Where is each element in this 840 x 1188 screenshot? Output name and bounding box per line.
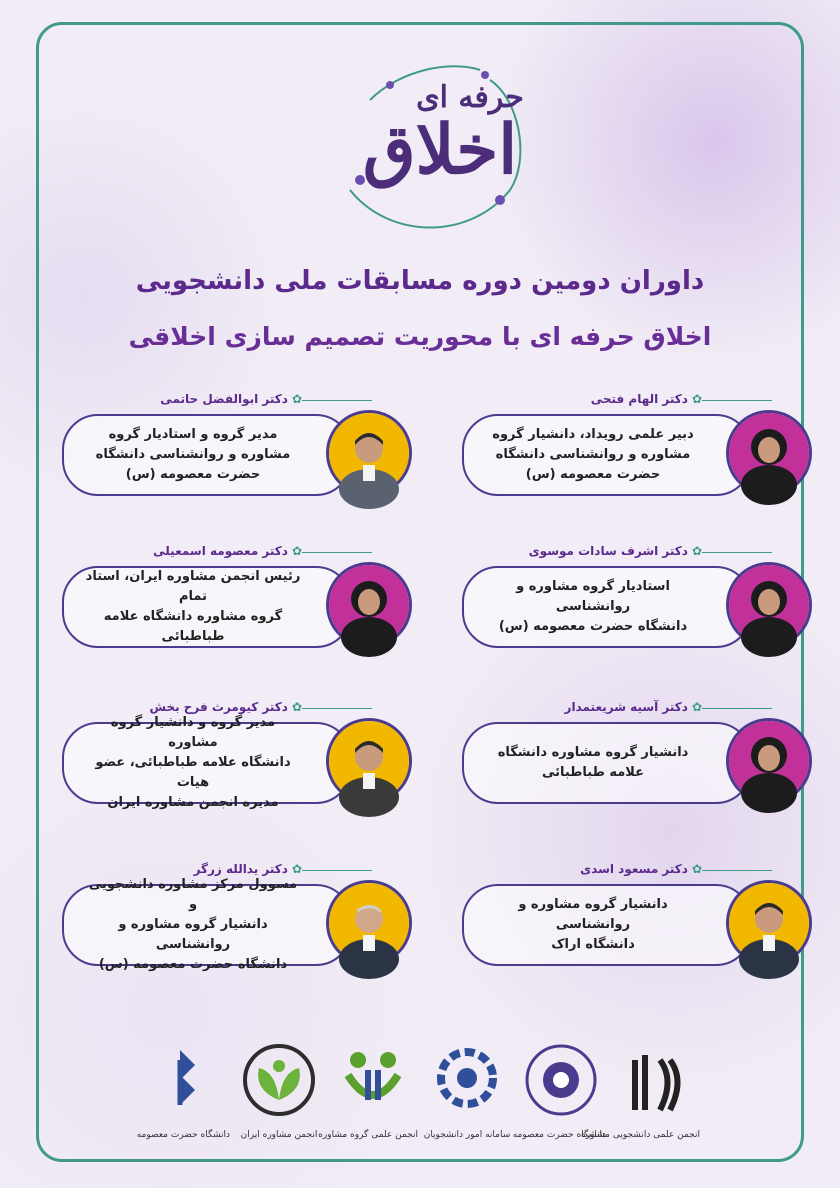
judge-description: دانشیار گروه مشاوره و روانشناسی دانشگاه اراک [462, 884, 752, 966]
judge-name: ✿دکتر الهام فتحی [590, 392, 702, 406]
judge-photo [726, 718, 812, 804]
person-icon [729, 413, 809, 493]
judge-photo [326, 562, 412, 648]
judge-description: مسوول مرکز مشاوره دانشجویی و دانشیار گروه مشاوره و روانشناسی دانشگاه حضرت معصومه (س) [62, 884, 352, 966]
judge-name: ✿دکتر مسعود اسدی [580, 862, 702, 876]
page-title: داوران دومین دوره مسابقات ملی دانشجویی [135, 266, 705, 296]
judge-description: دبیر علمی رویداد، دانشیار گروه مشاوره و روانشناسی دانشگاه حضرت معصومه (س) [462, 414, 752, 496]
judge-name: ✿دکتر کیومرث فرح بخش [149, 700, 302, 714]
judge-name: ✿دکتر اشرف سادات موسوی [528, 544, 702, 558]
page-subtitle: اخلاق حرفه ای با محوریت تصمیم سازی اخلاقی [128, 322, 712, 351]
judge-card [432, 392, 812, 502]
judge-card [432, 544, 812, 654]
association-icon [610, 1040, 700, 1120]
person-icon [329, 565, 409, 645]
sponsor-logo: دانشگاه حضرت معصومه [140, 1040, 230, 1140]
sponsor-logos [136, 1040, 700, 1150]
seal-icon [516, 1040, 606, 1120]
person-icon [729, 721, 809, 801]
university-icon [140, 1040, 230, 1120]
judge-card [432, 700, 812, 810]
sponsor-logo: انجمن مشاوره ایران [234, 1040, 324, 1140]
person-icon [329, 883, 409, 963]
sponsor-logo: انجمن علمی گروه مشاوره [328, 1040, 418, 1140]
judge-card [32, 862, 412, 972]
judge-name: ✿دکتر آسیه شریعتمدار [564, 700, 702, 714]
divider [302, 870, 372, 871]
judge-card [432, 862, 812, 972]
sponsor-logo: سامانه امور دانشجویان [422, 1040, 512, 1140]
judge-photo [726, 562, 812, 648]
flower-icon: ✿ [691, 700, 702, 714]
judge-card [32, 392, 412, 502]
divider [702, 708, 772, 709]
judge-photo [326, 880, 412, 966]
person-icon [329, 721, 409, 801]
judge-card [32, 544, 412, 654]
divider [302, 400, 372, 401]
flower-icon: ✿ [691, 862, 702, 876]
judge-photo [726, 410, 812, 496]
sponsor-logo: دانشگاه حضرت معصومه [516, 1040, 606, 1140]
flower-icon: ✿ [291, 862, 302, 876]
person-icon [329, 413, 409, 493]
judge-name: ✿دکتر معصومه اسمعیلی [153, 544, 302, 558]
person-icon [729, 565, 809, 645]
person-icon [729, 883, 809, 963]
divider [702, 400, 772, 401]
judge-description: استادیار گروه مشاوره و روانشناسی دانشگاه حضرت معصومه (س) [462, 566, 752, 648]
divider [702, 552, 772, 553]
judge-card [32, 700, 412, 810]
event-logo [330, 40, 550, 250]
judge-photo [726, 880, 812, 966]
flower-icon: ✿ [291, 544, 302, 558]
people-icon [328, 1040, 418, 1120]
sponsor-logo: انجمن علمی دانشجویی مشاوره [610, 1040, 700, 1140]
divider [702, 870, 772, 871]
flower-icon: ✿ [691, 392, 702, 406]
flower-icon: ✿ [291, 392, 302, 406]
judge-name: ✿دکتر یدالله زرگر [193, 862, 302, 876]
flower-icon: ✿ [691, 544, 702, 558]
judge-description: رئیس انجمن مشاوره ایران، استاد تمام گروه مشاوره دانشگاه علامه طباطبائی [62, 566, 352, 648]
divider [302, 708, 372, 709]
flower-icon: ✿ [291, 700, 302, 714]
logo-line1: اخلاق [362, 110, 518, 190]
judge-name: ✿دکتر ابوالفضل حاتمی [160, 392, 302, 406]
judge-description: دانشیار گروه مشاوره دانشگاه علامه طباطبائی [462, 722, 752, 804]
divider [302, 552, 372, 553]
judge-description: مدیر گروه و استادیار گروه مشاوره و روانشناسی دانشگاه حضرت معصومه (س) [62, 414, 352, 496]
judge-photo [326, 410, 412, 496]
logo-line2: حرفه ای [416, 80, 524, 115]
leaf-icon [234, 1040, 324, 1120]
judge-description: مدیر گروه و دانشیار گروه مشاوره دانشگاه علامه طباطبائی، عضو هیات مدیره انجمن مشاوره ایران [62, 722, 352, 804]
judge-photo [326, 718, 412, 804]
ministry-icon [422, 1040, 512, 1120]
